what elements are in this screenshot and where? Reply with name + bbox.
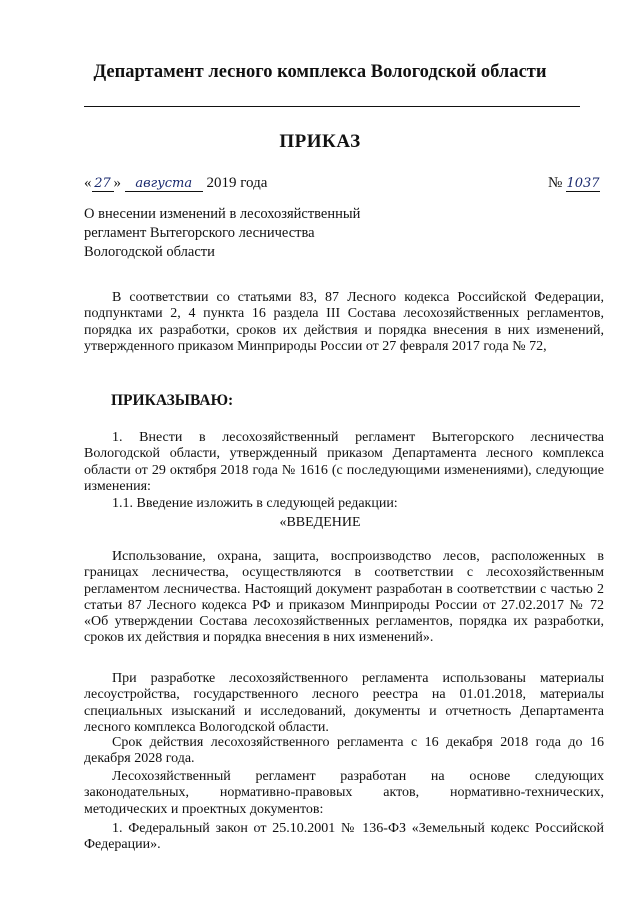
subject-line: регламент Вытегорского лесничества	[84, 225, 315, 241]
date-month-handwritten: августа	[125, 176, 203, 192]
order-directive-heading: ПРИКАЗЫВАЮ:	[111, 392, 234, 409]
date-close-quote: »	[113, 175, 121, 191]
header-divider	[84, 106, 580, 107]
date-day-handwritten: 27	[92, 176, 114, 192]
subject-line: Вологодской области	[84, 244, 215, 260]
date-year: 2019 года	[206, 175, 268, 191]
intro-paragraph-4: Лесохозяйственный регламент разработан на основе следующих законодательных, нормативно-правовых актов, нормативно-технических, методических и проектных документов:	[84, 769, 604, 817]
intro-paragraph-2: При разработке лесохозяйственного регламента использованы материалы лесоустройства, государственного лесного реестра на 01.01.2018, материалы специальных изысканий и исследований, документы и отчетность Департамента лесного комплекса Вологодской области.	[84, 671, 604, 735]
subject-line: О внесении изменений в лесохозяйственный	[84, 206, 361, 222]
department-name: Департамент лесного комплекса Вологодской области	[93, 62, 547, 82]
preamble-paragraph: В соответствии со статьями 83, 87 Лесного кодекса Российской Федерации, подпунктами 2, 4 пункта 16 раздела III Состава лесохозяйственных регламентов, порядка их разработки, сроков их действия и порядка внесения в них изменений, утвержденного приказом Минприроды России от 27 февраля 2017 года № 72,	[84, 290, 604, 354]
number-prefix: №	[547, 175, 563, 191]
order-subject	[84, 205, 404, 262]
introduction-heading: «ВВЕДЕНИЕ	[279, 515, 361, 530]
date-open-quote: «	[84, 175, 92, 191]
intro-paragraph-5: 1. Федеральный закон от 25.10.2001 № 136-ФЗ «Земельный кодекс Российской Федерации».	[84, 821, 604, 853]
number-handwritten: 1037	[566, 176, 600, 191]
item-1-paragraph: 1. Внести в лесохозяйственный регламент Вытегорского лесничества Вологодской области, утвержденный приказом Департамента лесного комплекса области от 29 октября 2018 года № 1616 (с последующими изменениями), следующие изменения:	[84, 430, 604, 494]
order-number	[548, 175, 600, 192]
order-date	[84, 175, 267, 192]
document-title: ПРИКАЗ	[279, 131, 361, 152]
item-1-1-paragraph: 1.1. Введение изложить в следующей редакции:	[112, 496, 398, 511]
intro-paragraph-1: Использование, охрана, защита, воспроизводство лесов, расположенных в границах лесничества, осуществляются в соответствии с лесохозяйственным регламентом лесничества. Настоящий документ разработан в соответствии с частью 2 статьи 87 Лесного кодекса РФ и приказом Минприроды России от 27.02.2017 № 72 «Об утверждении Состава лесохозяйственных регламентов, порядка их разработки, сроков их действия и порядка внесения в них изменений».	[84, 549, 604, 646]
intro-paragraph-3: Срок действия лесохозяйственного регламента с 16 декабря 2018 года до 16 декабря 2028 года.	[84, 735, 604, 767]
